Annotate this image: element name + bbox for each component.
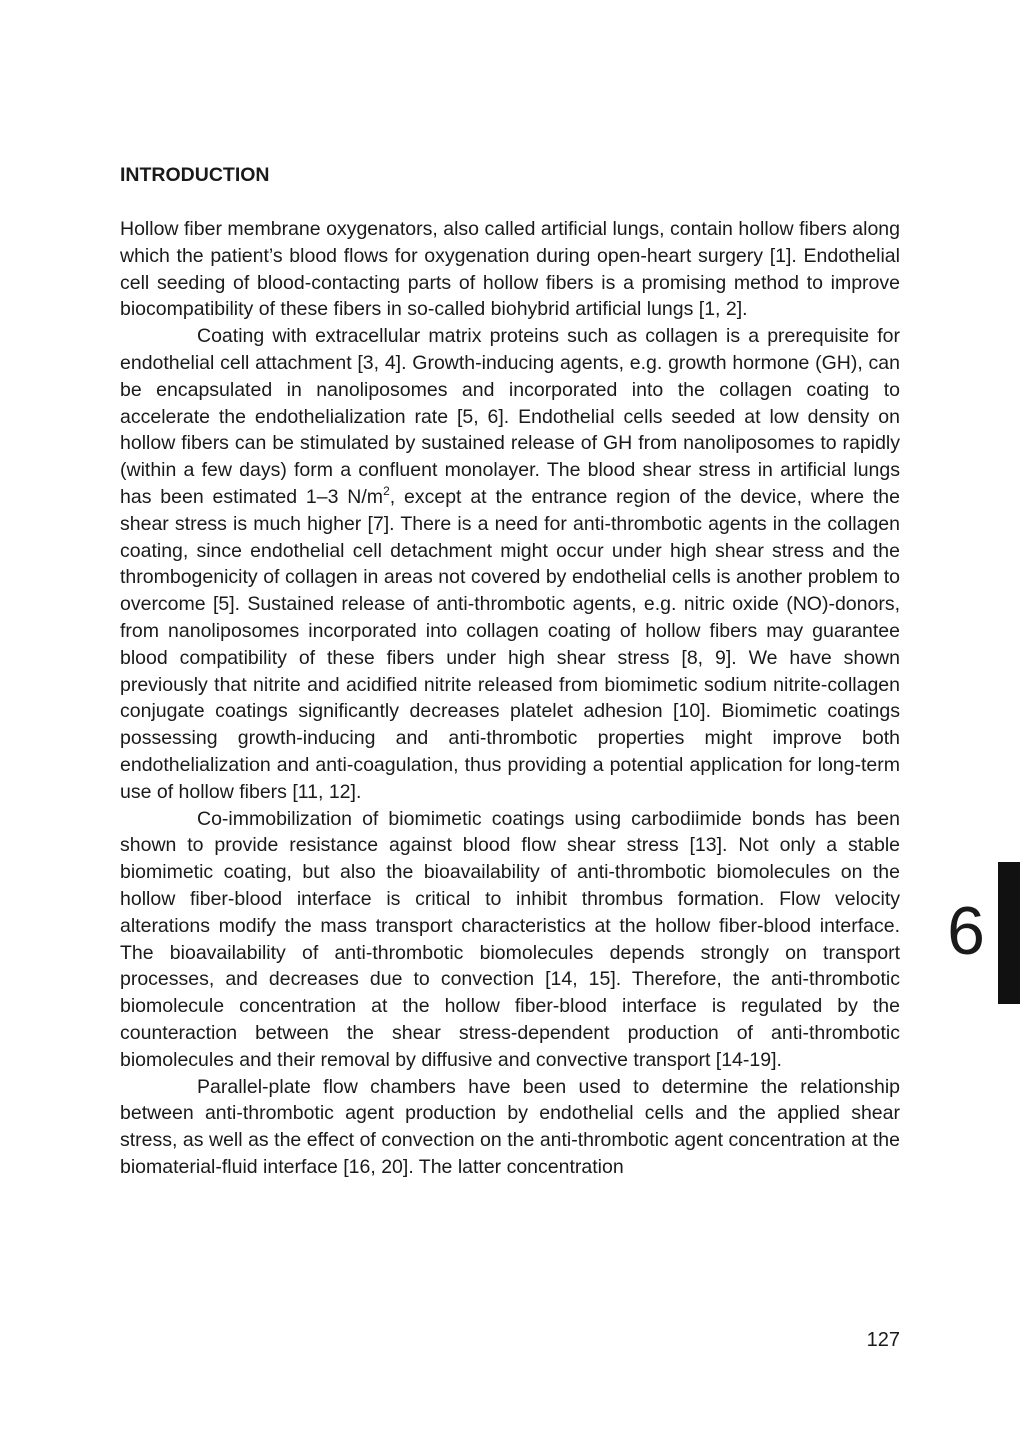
paragraph-4: Parallel-plate flow chambers have been used to determine the relationship between anti-thrombotic agent production by endothelial cells and the applied shear stress, as well as the effect of convection on the anti-thrombotic agent concentration at the biomaterial-fluid interface [16, 20]. The latter concentration <box>120 1075 900 1178</box>
chapter-number: 6 <box>947 893 985 969</box>
page-number: 127 <box>866 1329 900 1351</box>
chapter-tab-bar <box>998 862 1020 1004</box>
section-heading: INTRODUCTION <box>120 164 270 186</box>
paragraph-2-part-b: , except at the entrance region of the device, where the shear stress is much higher [7]. There is a need for anti-thrombotic agents in the collagen coating, since endothelial cell detachment might occur under high shear stress and the thrombogenicity of collagen in areas not covered by endothelial cells is another problem to overcome [5]. Sustained release of anti-thrombotic agents, e.g. nitric oxide (NO)-donors, from nanoliposomes incorporated into collagen coating of hollow fibers may guarantee blood compatibility of these fibers under high shear stress [8, 9]. We have shown previously that nitrite and acidified nitrite released from biomimetic sodium nitrite-collagen conjugate coatings significantly decreases platelet adhesion [10]. Biomimetic coatings possessing growth-inducing and anti-thrombotic properties might improve both endothelialization and anti-coagulation, thus providing a potential application for long-term use of hollow fibers [11, 12]. <box>120 485 900 803</box>
paragraph-2 <box>120 323 900 805</box>
superscript-exponent: 2 <box>383 483 390 498</box>
body-text <box>120 216 900 1181</box>
paragraph-2-part-a: Coating with extracellular matrix proteins such as collagen is a prerequisite for endothelial cell attachment [3, 4]. Growth-inducing agents, e.g. growth hormone (GH), can be encapsulated in nanoliposomes and incorporated into the collagen coating to accelerate the endothelialization rate [5, 6]. Endothelial cells seeded at low density on hollow fibers can be stimulated by sustained release of GH from nanoliposomes to rapidly (within a few days) form a confluent monolayer. The blood shear stress in artificial lungs has been estimated 1–3 N/m <box>120 325 900 508</box>
paragraph-3: Co-immobilization of biomimetic coatings using carbodiimide bonds has been shown to provide resistance against blood flow shear stress [13]. Not only a stable biomimetic coating, but also the bioavailability of anti-thrombotic biomolecules on the hollow fiber-blood interface is critical to inhibit thrombus formation. Flow velocity alterations modify the mass transport characteristics at the hollow fiber-blood interface. The bioavailability of anti-thrombotic biomolecules depends strongly on transport processes, and decreases due to convection [14, 15]. Therefore, the anti-thrombotic biomolecule concentration at the hollow fiber-blood interface is regulated by the counteraction between the shear stress-dependent production of anti-thrombotic biomolecules and their removal by diffusive and convective transport [14-19]. <box>120 807 900 1071</box>
paragraph-1: Hollow fiber membrane oxygenators, also called artificial lungs, contain hollow fibers along which the patient’s blood flows for oxygenation during open-heart surgery [1]. Endothelial cell seeding of blood-contacting parts of hollow fibers is a promising method to improve biocompatibility of these fibers in so-called biohybrid artificial lungs [1, 2]. <box>120 218 900 321</box>
